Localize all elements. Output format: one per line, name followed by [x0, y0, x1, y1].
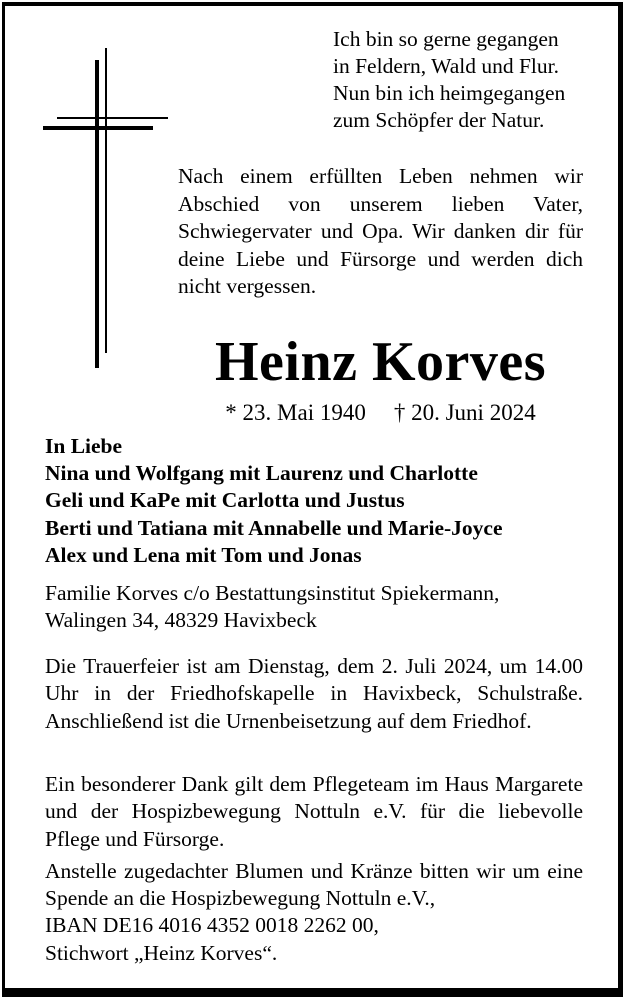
- thanks-paragraph: Ein besonderer Dank gilt dem Pflegeteam im Haus Margarete und der Hospizbewegung Nottuln e.V. für die liebevolle Pflege und Fürsorge.: [45, 772, 583, 851]
- cross-horizontal-thick-line: [43, 126, 153, 130]
- intro-paragraph: Nach einem erfüllten Leben nehmen wir Abschied von unserem lieben Vater, Schwiegervater und Opa. Wir danken dir für deine Liebe und Fürsorge und werden dich nicht vergessen.: [178, 164, 583, 298]
- poem-line: in Feldern, Wald und Flur.: [333, 54, 560, 78]
- donation-section: [45, 858, 583, 967]
- funeral-info-paragraph: Die Trauerfeier ist am Dienstag, dem 2. Juli 2024, um 14.00 Uhr in der Friedhofskapelle in Havixbeck, Schulstraße. Anschließend ist die Urnenbeisetzung auf dem Friedhof.: [45, 654, 583, 733]
- cross-horizontal-thin-line: [57, 117, 168, 119]
- poem-line: Ich bin so gerne gegangen: [333, 27, 559, 51]
- cross-vertical-thin-line: [105, 48, 107, 353]
- mourner-line: Geli und KaPe mit Carlotta und Justus: [45, 488, 405, 513]
- life-dates: [178, 399, 583, 427]
- mourner-line: Berti und Tatiana mit Annabelle und Marie-Joyce: [45, 515, 503, 540]
- mourner-line: Nina und Wolfgang mit Laurenz und Charlotte: [45, 461, 478, 486]
- iban-line: IBAN DE16 4016 4352 0018 2262 00,: [45, 913, 379, 938]
- memorial-poem: [333, 26, 588, 134]
- address-line: Familie Korves c/o Bestattungsinstitut Spiekermann,: [45, 581, 500, 605]
- donation-keyword: Stichwort „Heinz Korves“.: [45, 940, 278, 965]
- birth-date: * 23. Mai 1940: [225, 400, 366, 425]
- mourners-salutation: In Liebe: [45, 434, 123, 458]
- mourners-list: [45, 433, 583, 569]
- cross-vertical-thick-line: [95, 60, 99, 368]
- deceased-name: Heinz Korves: [214, 331, 547, 393]
- address-line: Walingen 34, 48329 Havixbeck: [45, 608, 317, 633]
- donation-request: Anstelle zugedachter Blumen und Kränze bitten wir um eine Spende an die Hospizbewegung Nottuln e.V.,: [45, 859, 583, 911]
- poem-line: zum Schöpfer der Natur.: [333, 108, 545, 132]
- mourner-line: Alex und Lena mit Tom und Jonas: [45, 542, 362, 567]
- death-date: † 20. Juni 2024: [393, 400, 536, 425]
- contact-address: [45, 580, 583, 634]
- poem-line: Nun bin ich heimgegangen: [333, 81, 566, 105]
